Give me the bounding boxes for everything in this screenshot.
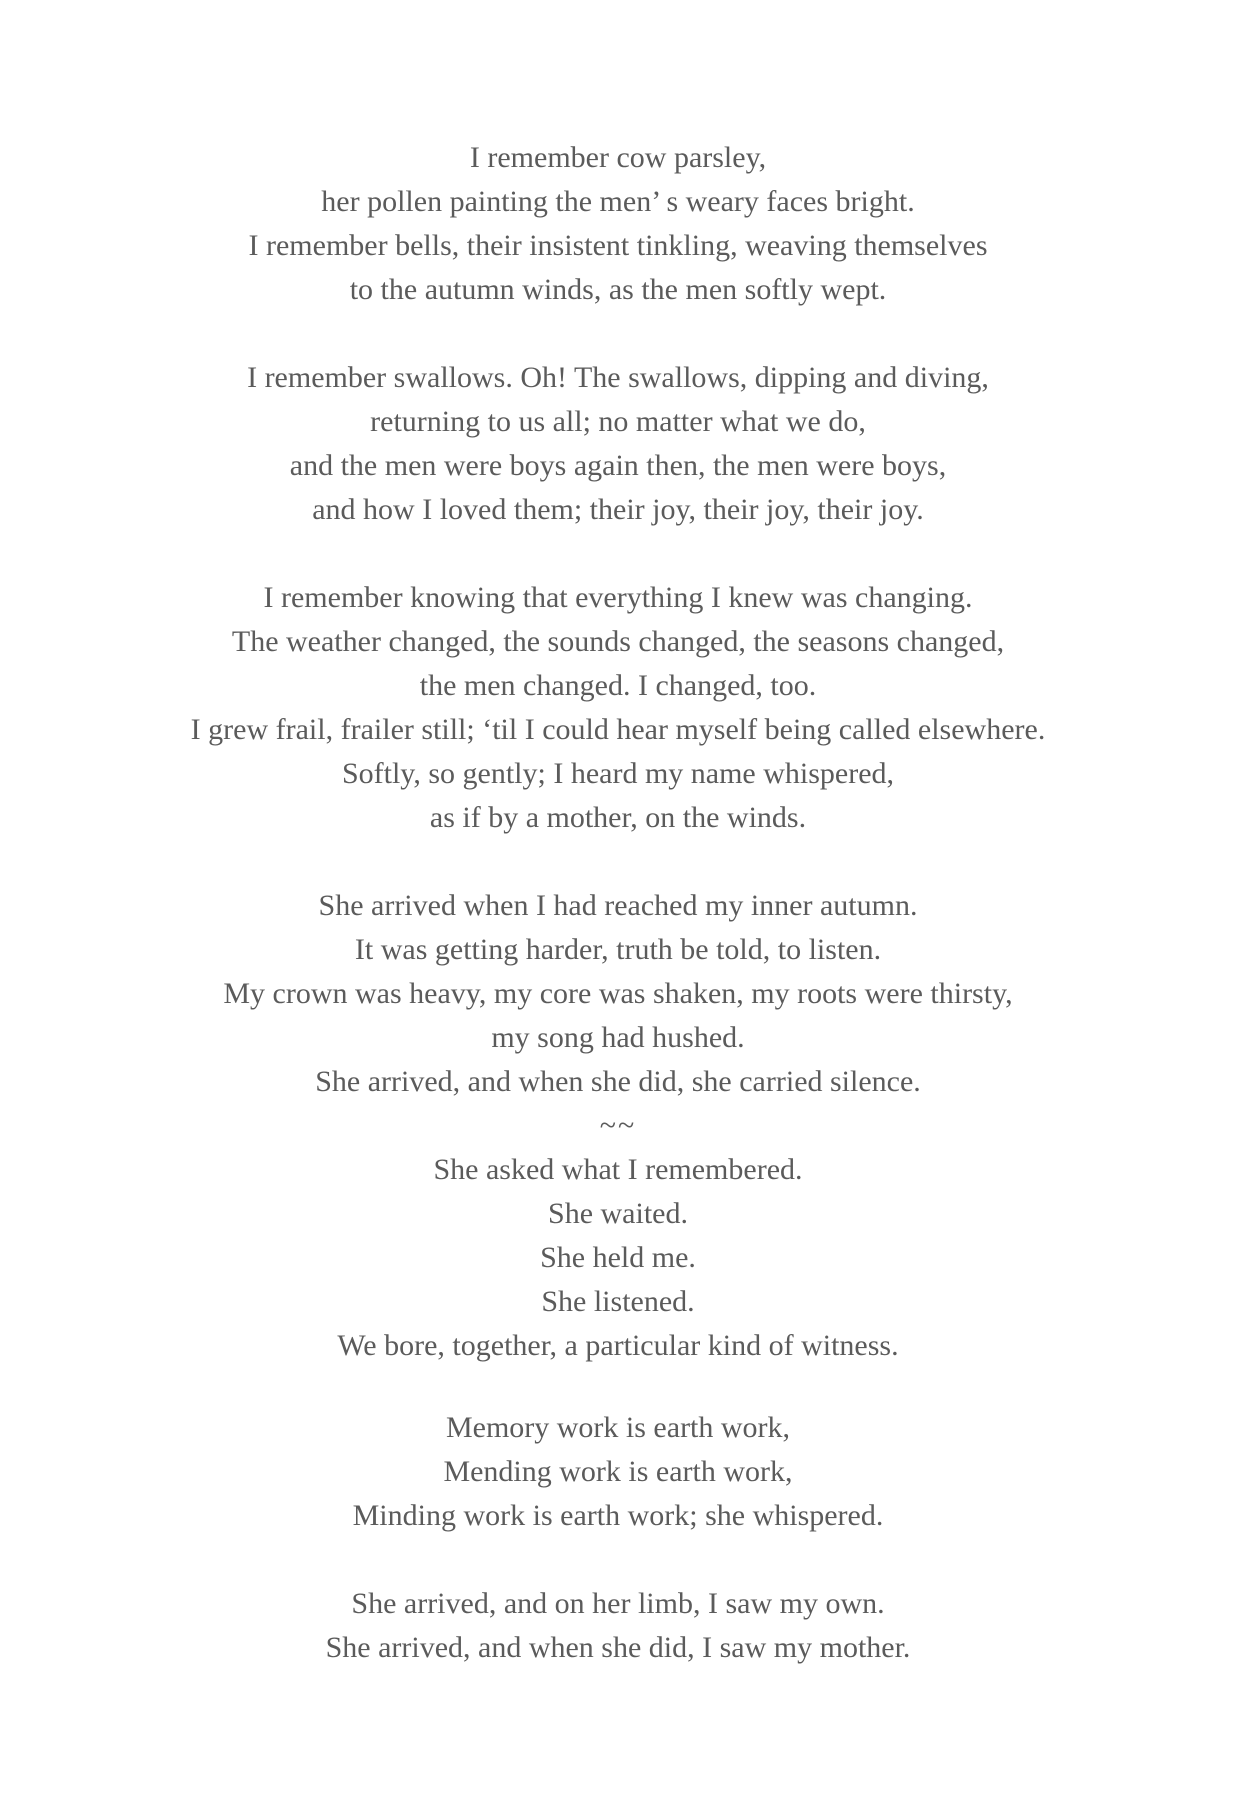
poem-line: The weather changed, the sounds changed, the seasons changed,	[231, 625, 1005, 658]
poem-line: She asked what I remembered.	[433, 1153, 803, 1186]
poem-line: I remember bells, their insistent tinkling, weaving themselves	[248, 229, 988, 262]
poem-line: I grew frail, frailer still; ‘til I could hear myself being called elsewhere.	[190, 713, 1046, 746]
poem-line: She arrived, and when she did, I saw my mother.	[325, 1631, 911, 1664]
stanza-4	[0, 884, 1236, 1104]
poem-line: She held me.	[540, 1241, 696, 1274]
poem-line: and the men were boys again then, the men were boys,	[289, 449, 947, 482]
poem-line: It was getting harder, truth be told, to listen.	[354, 933, 882, 966]
poem-line: the men changed. I changed, too.	[419, 669, 817, 702]
stanza-2	[0, 356, 1236, 532]
stanza-3	[0, 576, 1236, 840]
poem-line: She listened.	[541, 1285, 695, 1318]
stanza-5	[0, 1148, 1236, 1368]
poem-line: Memory work is earth work,	[445, 1411, 791, 1444]
section-divider: ~~	[599, 1109, 637, 1142]
poem-line: Mending work is earth work,	[443, 1455, 793, 1488]
poem	[0, 136, 1236, 1670]
poem-line: She arrived, and on her limb, I saw my own.	[351, 1587, 885, 1620]
poem-line: Minding work is earth work; she whispered.	[352, 1499, 884, 1532]
poem-line: I remember cow parsley,	[469, 141, 767, 174]
stanza-7	[0, 1582, 1236, 1670]
poem-line: We bore, together, a particular kind of witness.	[337, 1329, 899, 1362]
poem-line: She waited.	[548, 1197, 688, 1230]
poem-line: She arrived when I had reached my inner autumn.	[318, 889, 918, 922]
poem-line: as if by a mother, on the winds.	[429, 801, 807, 834]
poem-line: My crown was heavy, my core was shaken, my roots were thirsty,	[223, 977, 1013, 1010]
poem-line: I remember knowing that everything I knew was changing.	[263, 581, 973, 614]
poem-line: and how I loved them; their joy, their joy, their joy.	[312, 493, 924, 526]
poem-line: her pollen painting the men’ s weary faces bright.	[321, 185, 915, 218]
poem-line: She arrived, and when she did, she carried silence.	[315, 1065, 921, 1098]
poem-line: Softly, so gently; I heard my name whispered,	[341, 757, 895, 790]
stanza-6	[0, 1406, 1236, 1538]
poem-line: returning to us all; no matter what we do,	[370, 405, 866, 438]
poem-line: to the autumn winds, as the men softly wept.	[349, 273, 887, 306]
poem-line: I remember swallows. Oh! The swallows, dipping and diving,	[247, 361, 989, 394]
poem-line: my song had hushed.	[491, 1021, 745, 1054]
stanza-1	[0, 136, 1236, 312]
